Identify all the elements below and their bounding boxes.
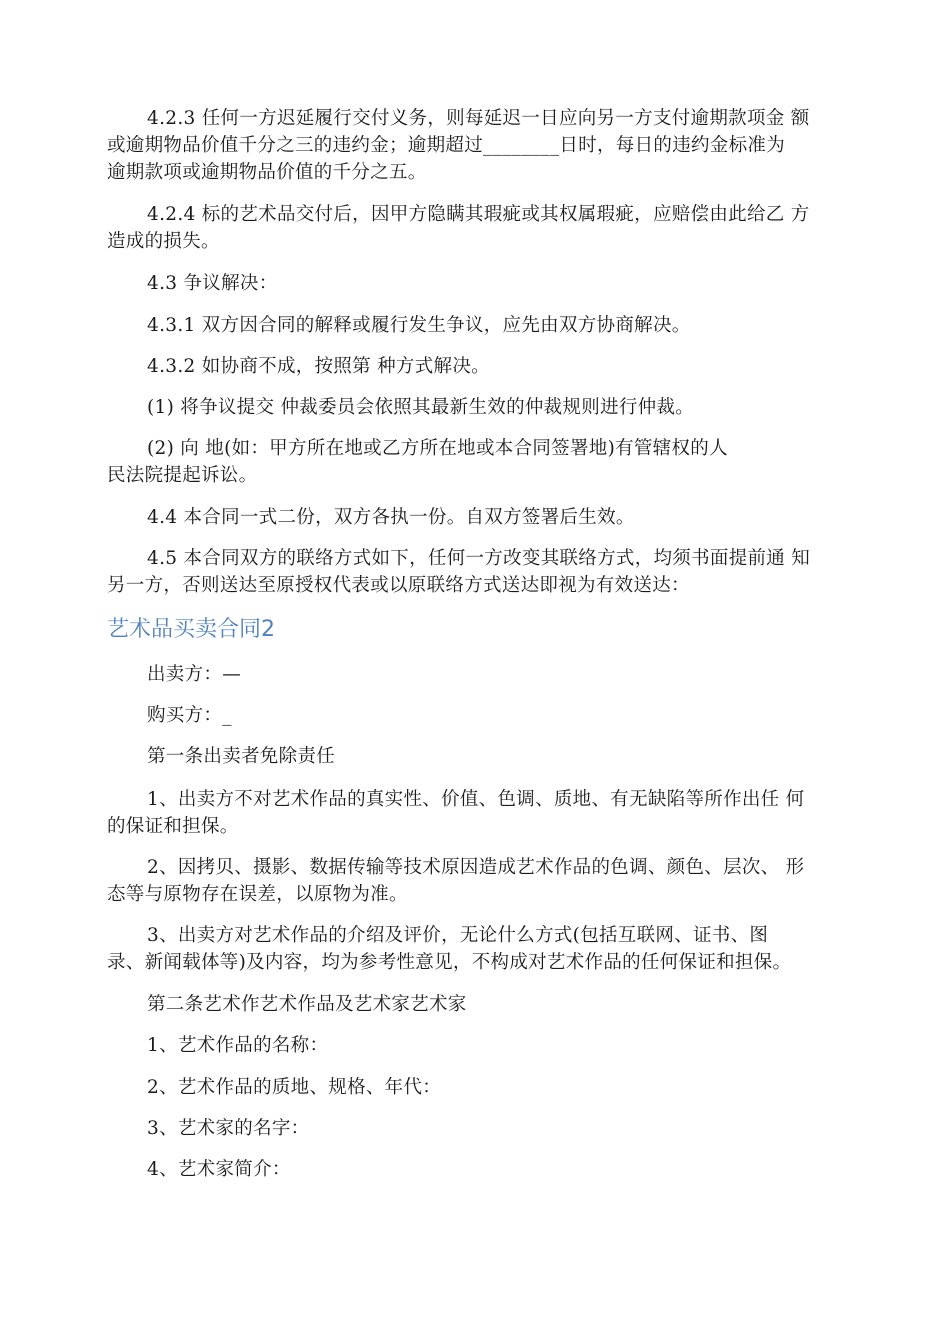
clause-4-4: 4.4 本合同一式二份，双方各执一份。自双方签署后生效。 [147, 507, 635, 528]
exemption-2-line-1: 2、因拷贝、摄影、数据传输等技术原因造成艺术作品的色调、颜色、层次、 形 [147, 857, 805, 878]
exemption-3-line-1: 3、出卖方对艺术作品的介绍及评价，无论什么方式(包括互联网、证书、图 [147, 925, 769, 946]
clause-4-5-line-2: 另一方，否则送达至原授权代表或以原联络方式送达即视为有效送达： [107, 575, 690, 596]
clause-4-5-line-1: 4.5 本合同双方的联络方式如下，任何一方改变其联络方式，均须书面提前通 知 [147, 548, 811, 569]
exemption-3-line-2: 录、新闻载体等)及内容，均为参考性意见，不构成对艺术作品的任何保证和担保。 [107, 952, 792, 973]
clause-4-2-4-line-1: 4.2.4 标的艺术品交付后，因甲方隐瞒其瑕疵或其权属瑕疵，应赔偿由此给乙 方 [147, 204, 810, 225]
clause-4-3-1: 4.3.1 双方因合同的解释或履行发生争议，应先由双方协商解决。 [147, 315, 691, 336]
artwork-item-1: 1、艺术作品的名称： [147, 1035, 329, 1056]
dispute-option-2-line-1: (2) 向 地(如：甲方所在地或乙方所在地或本合同签署地)有管辖权的人 [147, 438, 728, 459]
clause-4-3-2: 4.3.2 如协商不成，按照第 种方式解决。 [147, 356, 490, 377]
exemption-2-line-2: 态等与原物存在误差，以原物为准。 [107, 884, 408, 905]
article-2-heading: 第二条艺术作艺术作品及艺术家艺术家 [147, 994, 467, 1015]
article-1-heading: 第一条出卖者免除责任 [147, 746, 336, 767]
artwork-item-2: 2、艺术作品的质地、规格、年代： [147, 1077, 442, 1098]
exemption-1-line-2: 的保证和担保。 [107, 816, 239, 837]
artwork-item-4: 4、艺术家简介： [147, 1159, 291, 1180]
clause-4-2-3-line-1: 4.2.3 任何一方迟延履行交付义务，则每延迟一日应向另一方支付逾期款项金 额 [147, 108, 810, 129]
seller-line: 出卖方：— [147, 664, 242, 685]
clause-4-2-4-line-2: 造成的损失。 [107, 231, 220, 252]
contract-2-title: 艺术品买卖合同2 [107, 617, 275, 642]
dispute-option-2-line-2: 民法院提起诉讼。 [107, 465, 258, 486]
dispute-option-1: (1) 将争议提交 仲裁委员会依照其最新生效的仲裁规则进行仲裁。 [147, 397, 695, 418]
clause-4-2-3-line-3: 逾期款项或逾期物品价值的千分之五。 [107, 162, 427, 183]
clause-4-2-3-line-2: 或逾期物品价值千分之三的违约金；逾期超过________日时，每日的违约金标准为 [107, 135, 786, 156]
exemption-1-line-1: 1、出卖方不对艺术作品的真实性、价值、色调、质地、有无缺陷等所作出任 何 [147, 789, 805, 810]
buyer-line: 购买方：_ [147, 705, 232, 726]
clause-4-3: 4.3 争议解决： [147, 273, 278, 294]
artwork-item-3: 3、艺术家的名字： [147, 1118, 310, 1139]
